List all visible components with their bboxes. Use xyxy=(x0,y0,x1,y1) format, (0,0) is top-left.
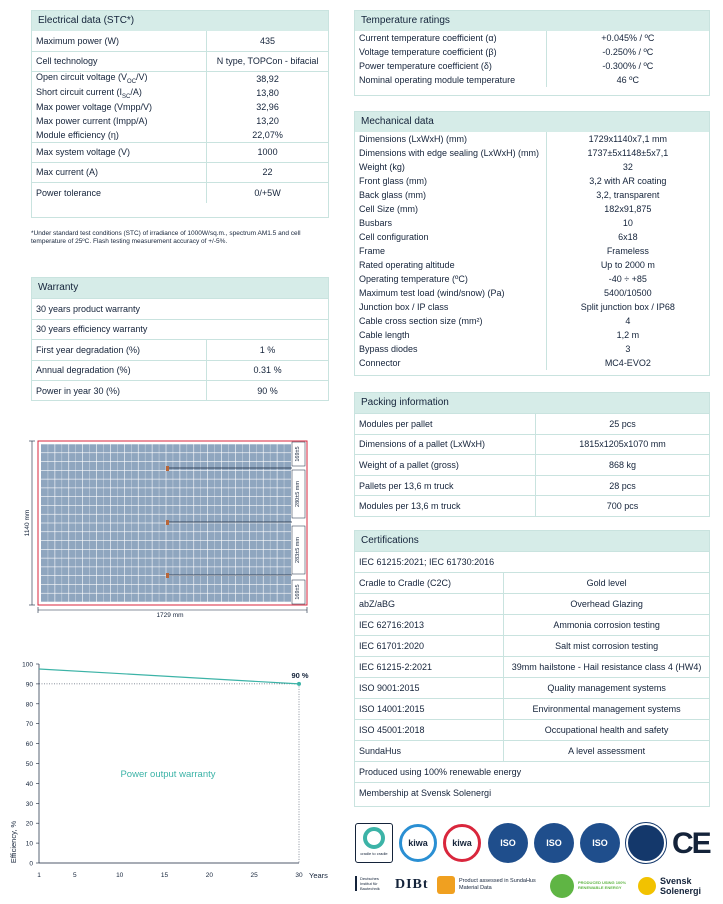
mechanical-label: Operating temperature (ºC) xyxy=(359,274,468,284)
mechanical-value: Frameless xyxy=(546,244,709,258)
warranty-panel xyxy=(31,277,329,401)
electrical-value: 435 xyxy=(207,31,328,51)
warranty-full-row: 30 years product warranty xyxy=(32,299,328,320)
mechanical-label: Busbars xyxy=(359,218,393,228)
warranty-title: Warranty xyxy=(32,278,328,298)
warranty-label: Annual degradation (%) xyxy=(32,360,207,381)
x-tick-label: 10 xyxy=(116,872,124,879)
temperature-table xyxy=(355,31,709,87)
side-dim-3: 283±5 mm xyxy=(295,537,301,563)
temperature-label: Power temperature coefficient (δ) xyxy=(359,61,492,71)
electrical-label: Open circuit voltage $(V_{OC}/V)$ xyxy=(32,71,207,86)
y-axis-label: Efficiency, % xyxy=(9,820,18,864)
mechanical-value: 3 xyxy=(546,342,709,356)
temperature-label: Nominal operating module temperature xyxy=(359,75,516,85)
certification-label: Cradle to Cradle (C2C) xyxy=(355,573,504,594)
mechanical-label: Maximum test load (wind/snow) (Pa) xyxy=(359,288,505,298)
sundahus-check-icon xyxy=(437,876,455,894)
certification-value: Overhead Glazing xyxy=(504,594,709,615)
electrical-value: 13,20 xyxy=(207,114,328,128)
electrical-label: Cell technology xyxy=(32,51,207,71)
electrical-label: Max system voltage (V) xyxy=(32,142,207,162)
mechanical-label: Frame xyxy=(359,246,386,256)
electrical-value: 22 xyxy=(207,162,328,182)
x-tick-label: 15 xyxy=(160,872,169,879)
side-dim-2: 280±5 mm xyxy=(295,481,301,507)
electrical-label: Max current (A) xyxy=(32,162,207,182)
mechanical-value: 32 xyxy=(546,160,709,174)
mechanical-table xyxy=(355,132,709,370)
certification-value: Ammonia corrosion testing xyxy=(504,615,709,636)
certification-value: Quality management systems xyxy=(504,678,709,699)
mechanical-label: Cable length xyxy=(359,330,410,340)
mechanical-value: 1729x1140x7,1 mm xyxy=(546,132,709,146)
c2c-circle-icon xyxy=(363,827,385,849)
mechanical-label: Weight (kg) xyxy=(359,162,405,172)
mechanical-label: Dimensions with edge sealing (LxWxH) (mm) xyxy=(359,148,540,158)
mechanical-value: 1737±5x1148±5x7,1 xyxy=(546,146,709,160)
certification-full-row: Produced using 100% renewable energy xyxy=(355,762,709,783)
y-tick-label: 60 xyxy=(25,741,33,749)
temperature-label: Current temperature coefficient (α) xyxy=(359,33,497,43)
warranty-table xyxy=(32,298,328,401)
certification-value: Salt mist corrosion testing xyxy=(504,636,709,657)
mechanical-value: -40 ÷ +85 xyxy=(546,272,709,286)
temperature-panel xyxy=(354,10,710,96)
sun-icon xyxy=(638,877,656,895)
x-tick-label: 1 xyxy=(37,872,41,879)
warranty-label: First year degradation (%) xyxy=(32,340,207,361)
certification-value: 39mm hailstone - Hail resistance class 4 (HW4) xyxy=(504,657,709,678)
x-tick-label: 25 xyxy=(250,872,258,879)
temperature-value: -0.250% / ºC xyxy=(546,45,709,59)
mechanical-value: 3,2 with AR coating xyxy=(546,174,709,188)
mechanical-label: Cell Size (mm) xyxy=(359,204,419,214)
packing-title: Packing information xyxy=(355,393,709,413)
electrical-value: 0/+5W xyxy=(207,182,328,203)
temperature-value: 46 ºC xyxy=(546,73,709,87)
warranty-value: 0.31 % xyxy=(207,360,328,381)
ce-mark: CE xyxy=(672,827,710,860)
iso-logo-3: ISO xyxy=(580,823,620,863)
mechanical-label: Cable cross section size (mm²) xyxy=(359,316,483,326)
height-label: 1140 mm xyxy=(24,509,31,537)
mechanical-value: Split junction box / IP68 xyxy=(546,300,709,314)
packing-value: 28 pcs xyxy=(536,475,709,496)
warranty-full-row: 30 years efficiency warranty xyxy=(32,319,328,340)
temperature-label: Voltage temperature coefficient (β) xyxy=(359,47,497,57)
electrical-data-title: Electrical data (STC*) xyxy=(32,11,328,31)
certification-label: ISO 9001:2015 xyxy=(355,678,504,699)
certification-value: A level assessment xyxy=(504,741,709,762)
certification-label: IEC 61215-2:2021 xyxy=(355,657,504,678)
certification-value: Environmental management systems xyxy=(504,699,709,720)
tuv-logo xyxy=(626,823,666,863)
electrical-value: 1000 xyxy=(207,142,328,162)
warranty-label: Power in year 30 (%) xyxy=(32,381,207,402)
mechanical-label: Back glass (mm) xyxy=(359,190,427,200)
packing-value: 868 kg xyxy=(536,455,709,476)
electrical-label: Max power voltage (Vmpp/V) xyxy=(36,102,153,112)
electrical-value: 13,80 xyxy=(207,86,328,100)
mechanical-value: 1,2 m xyxy=(546,328,709,342)
mechanical-value: 3,2, transparent xyxy=(546,188,709,202)
power-output-chart xyxy=(0,650,340,890)
packing-value: 1815x1205x1070 mm xyxy=(536,434,709,455)
iso-logo-2: ISO xyxy=(534,823,574,863)
x-tick-label: 5 xyxy=(73,872,77,879)
mechanical-label: Dimensions (LxWxH) (mm) xyxy=(359,134,467,144)
kiwa-logo-2: kiwa xyxy=(443,824,481,862)
leaf-icon xyxy=(550,874,574,898)
mechanical-label: Junction box / IP class xyxy=(359,302,449,312)
sundahus-logo: Product assessed in SundaHus Material Data xyxy=(437,873,547,899)
panel-dimension-drawing xyxy=(20,432,320,624)
mechanical-value: 6x18 xyxy=(546,230,709,244)
packing-label: Modules per 13,6 m truck xyxy=(355,496,536,517)
mechanical-label: Rated operating altitude xyxy=(359,260,455,270)
electrical-data-table xyxy=(32,31,328,203)
width-label: 1729 mm xyxy=(156,612,184,619)
mechanical-label: Front glass (mm) xyxy=(359,176,428,186)
packing-panel xyxy=(354,392,710,517)
mechanical-value: 5400/10500 xyxy=(546,286,709,300)
mechanical-value: Up to 2000 m xyxy=(546,258,709,272)
electrical-label: Module efficiency (η) xyxy=(36,129,119,140)
certification-label: SundaHus xyxy=(355,741,504,762)
warranty-value: 90 % xyxy=(207,381,328,402)
mechanical-label: Bypass diodes xyxy=(359,344,418,354)
packing-label: Pallets per 13,6 m truck xyxy=(355,475,536,496)
end-annotation: 90 % xyxy=(291,670,309,680)
electrical-value: N type, TOPCon - bifacial xyxy=(207,51,328,71)
packing-label: Modules per pallet xyxy=(355,414,536,435)
certification-label: ISO 45001:2018 xyxy=(355,720,504,741)
electrical-label: Short circuit current $(I_{SC}/A)$ xyxy=(36,86,142,100)
y-tick-label: 0 xyxy=(29,860,33,868)
certification-value: Occupational health and safety xyxy=(504,720,709,741)
side-dim-1: 169±5 xyxy=(295,446,301,462)
y-tick-label: 50 xyxy=(25,761,33,768)
y-tick-label: 70 xyxy=(25,721,33,729)
x-tick-label: 30 xyxy=(295,872,303,879)
y-tick-label: 10 xyxy=(25,840,33,848)
certification-label: IEC 61701:2020 xyxy=(355,636,504,657)
packing-label: Dimensions of a pallet (LxWxH) xyxy=(355,434,536,455)
certification-label: abZ/aBG xyxy=(355,594,504,615)
certification-label: ISO 14001:2015 xyxy=(355,699,504,720)
iso-logo-1: ISO xyxy=(488,823,528,863)
warranty-series-line xyxy=(39,669,299,684)
side-dim-4: 169±5 xyxy=(295,584,301,600)
mechanical-value: 182x91,875 xyxy=(546,202,709,216)
certifications-table xyxy=(355,551,709,804)
warranty-end-point xyxy=(297,682,301,686)
y-tick-label: 100 xyxy=(22,661,33,669)
mechanical-panel xyxy=(354,111,710,376)
dibt-logo: Deutsches Institut für Bautechnik DIBt xyxy=(355,873,430,899)
y-tick-label: 30 xyxy=(25,800,33,808)
chart-title: Power output warranty xyxy=(120,769,216,780)
y-tick-label: 40 xyxy=(25,780,33,788)
packing-table xyxy=(355,413,709,516)
temperature-value: -0.300% / ºC xyxy=(546,59,709,73)
y-tick-label: 90 xyxy=(25,681,33,689)
certification-full-row: Membership at Svensk Solenergi xyxy=(355,783,709,804)
certification-label: IEC 62716:2013 xyxy=(355,615,504,636)
temperature-value: +0.045% / ºC xyxy=(546,31,709,45)
certifications-panel xyxy=(354,530,710,807)
renewable-energy-logo: PRODUCED USING 100% RENEWABLE ENERGY xyxy=(548,872,630,900)
certification-value: Gold level xyxy=(504,573,709,594)
stc-footnote: *Under standard test conditions (STC) of irradiance of 1000W/sq.m., spectrum AM1.5 and cell temperature of 25ºC. Flash testing measurement accuracy of +/-5%. xyxy=(31,230,301,245)
warranty-value: 1 % xyxy=(207,340,328,361)
svensk-solenergi-logo: Svensk Solenergi xyxy=(638,873,713,901)
electrical-label: Maximum power (W) xyxy=(36,35,120,46)
kiwa-logo-1: kiwa xyxy=(399,824,437,862)
mechanical-label: Cell configuration xyxy=(359,232,429,242)
electrical-label: Max power current (Impp/A) xyxy=(36,116,148,126)
mechanical-title: Mechanical data xyxy=(355,112,709,132)
x-tick-label: 20 xyxy=(205,872,213,879)
mechanical-label: Connector xyxy=(359,358,401,368)
packing-value: 25 pcs xyxy=(536,414,709,435)
packing-label: Weight of a pallet (gross) xyxy=(355,455,536,476)
packing-value: 700 pcs xyxy=(536,496,709,517)
y-tick-label: 80 xyxy=(25,701,33,709)
cradle-to-cradle-logo: cradle to cradle xyxy=(355,823,393,863)
certifications-title: Certifications xyxy=(355,531,709,551)
mechanical-value: MC4-EVO2 xyxy=(546,356,709,370)
electrical-data-panel xyxy=(31,10,329,218)
electrical-value: 22,07% xyxy=(207,128,328,142)
x-axis-label: Years xyxy=(309,871,328,880)
y-tick-label: 20 xyxy=(25,820,33,828)
mechanical-value: 4 xyxy=(546,314,709,328)
temperature-title: Temperature ratings xyxy=(355,11,709,31)
electrical-value: 38,92 xyxy=(207,71,328,86)
mechanical-value: 10 xyxy=(546,216,709,230)
certification-full-row: IEC 61215:2021; IEC 61730:2016 xyxy=(355,552,709,573)
electrical-label: Power tolerance xyxy=(32,182,207,203)
electrical-value: 32,96 xyxy=(207,100,328,114)
